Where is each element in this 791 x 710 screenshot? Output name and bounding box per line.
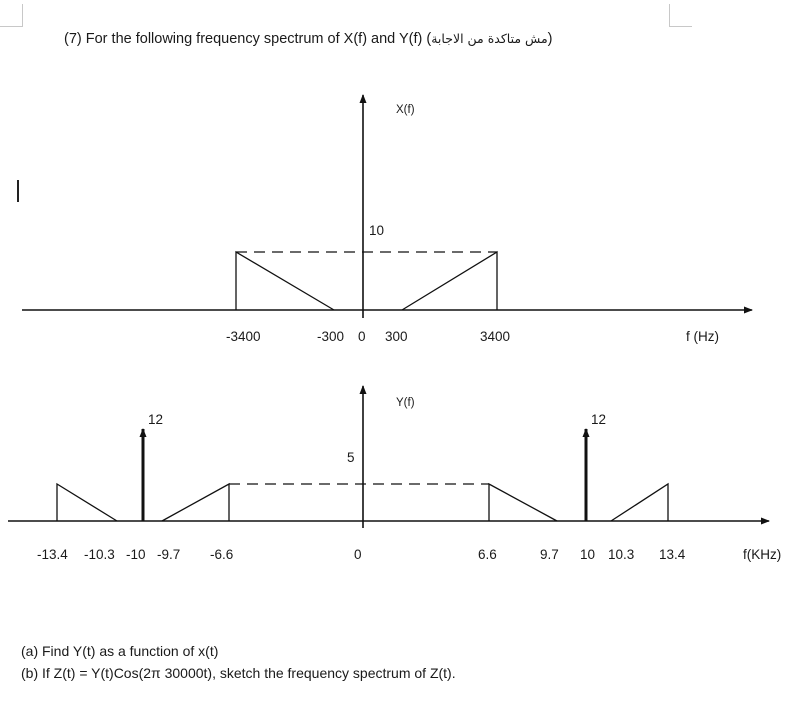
yf-band-pos-outer bbox=[611, 484, 668, 521]
yf-tick-6-6: 6.6 bbox=[478, 547, 497, 562]
yf-tick-9-7: 9.7 bbox=[540, 547, 559, 562]
yf-tick-neg-10-3: -10.3 bbox=[84, 547, 115, 562]
yf-tick-neg-13-4: -13.4 bbox=[37, 547, 68, 562]
xf-tick-neg-300: -300 bbox=[317, 329, 345, 344]
xf-peak-label: 10 bbox=[369, 223, 385, 238]
yf-plot bbox=[8, 386, 769, 528]
yf-band-neg-inner bbox=[162, 484, 229, 521]
yf-axis-label: f(KHz) bbox=[743, 547, 782, 562]
yf-impulse-right-label: 12 bbox=[591, 412, 607, 427]
yf-tick-neg-6-6: -6.6 bbox=[210, 547, 234, 562]
yf-tick-neg-9-7: -9.7 bbox=[157, 547, 181, 562]
yf-band-pos-inner bbox=[489, 484, 557, 521]
yf-level-label: 5 bbox=[347, 450, 355, 465]
part-a: (a) Find Y(t) as a function of x(t) bbox=[21, 643, 219, 659]
question-parts bbox=[21, 640, 456, 684]
question-number: (7) bbox=[64, 31, 82, 47]
question-text: For the following frequency spectrum of X(f) and Y(f) ( bbox=[85, 31, 432, 47]
yf-tick-10-3: 10.3 bbox=[608, 547, 635, 562]
yf-tick-neg-10: -10 bbox=[126, 547, 146, 562]
xf-left-band bbox=[236, 252, 334, 310]
yf-impulse-left-label: 12 bbox=[148, 412, 164, 427]
xf-tick-0: 0 bbox=[358, 329, 366, 344]
yf-tick-0: 0 bbox=[354, 547, 362, 562]
part-b: (b) If Z(t) = Y(t)Cos(2π 30000t), sketch the frequency spectrum of Z(t). bbox=[21, 665, 456, 681]
yf-tick-10: 10 bbox=[580, 547, 596, 562]
xf-tick-300: 300 bbox=[385, 329, 408, 344]
yf-tick-13-4: 13.4 bbox=[659, 547, 686, 562]
xf-right-band bbox=[402, 252, 497, 310]
xf-axis-label: f (Hz) bbox=[686, 329, 719, 344]
xf-tick-3400: 3400 bbox=[480, 329, 511, 344]
question-close-paren: ) bbox=[547, 31, 553, 47]
yf-band-neg-outer bbox=[57, 484, 117, 521]
yf-title: Y(f) bbox=[396, 397, 415, 409]
xf-title: X(f) bbox=[396, 104, 415, 116]
xf-plot bbox=[22, 95, 752, 318]
xf-tick-neg-3400: -3400 bbox=[226, 329, 261, 344]
question-arabic-note: مش متاكدة من الاجابة bbox=[431, 31, 548, 46]
